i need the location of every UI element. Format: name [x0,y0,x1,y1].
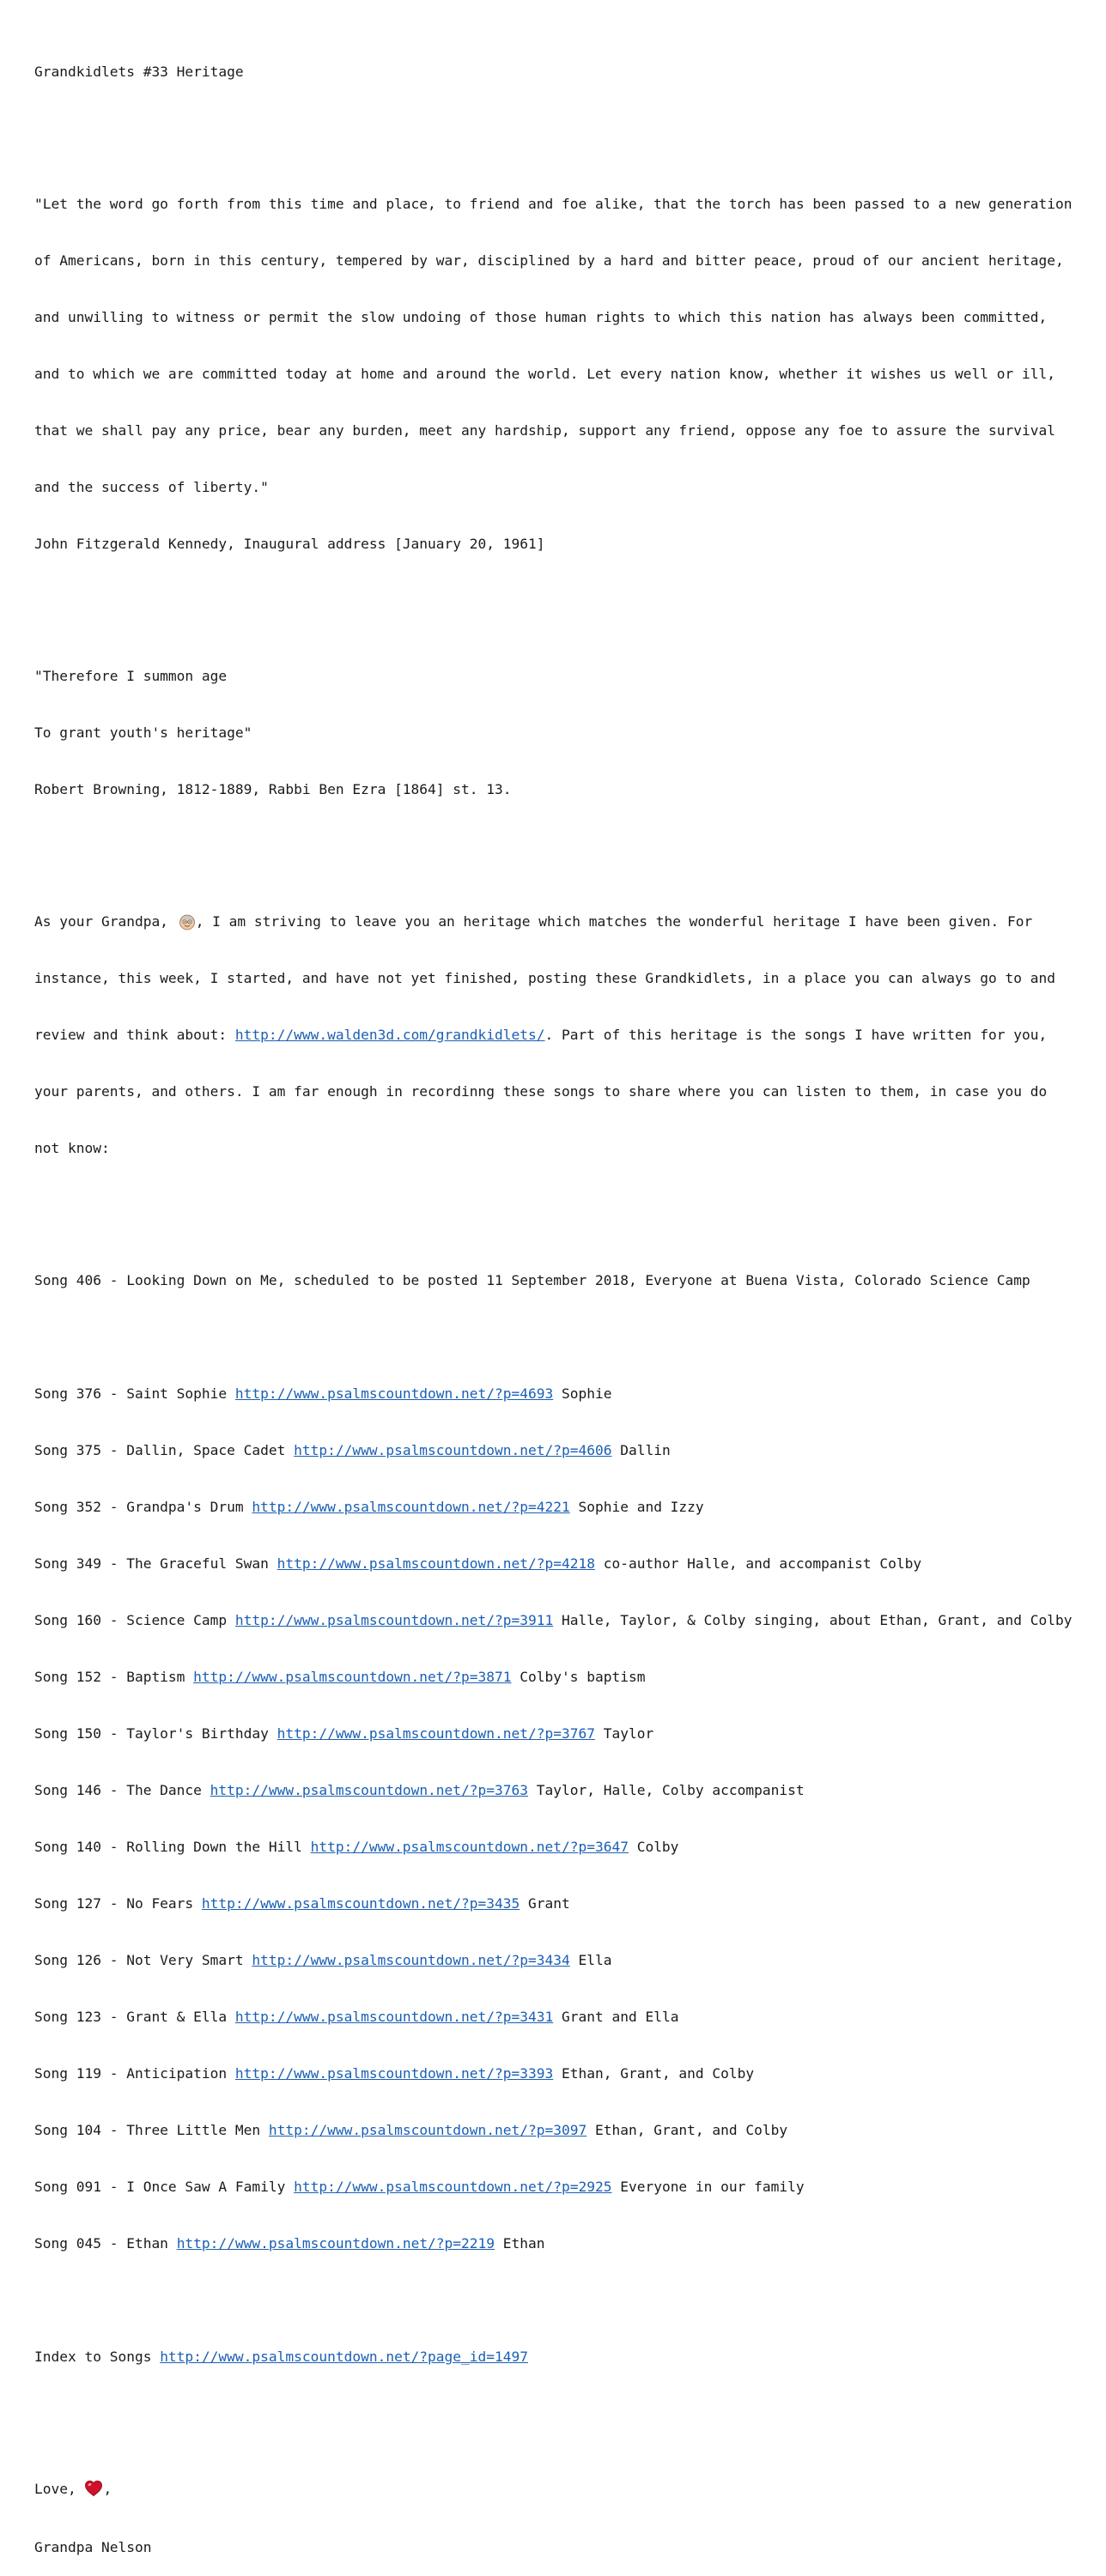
song-line [34,1838,1099,1857]
song-line [34,1385,1099,1403]
song-link[interactable]: http://www.psalmscountdown.net/?p=3767 [276,1725,595,1742]
song-title: Song 045 - Ethan [34,2235,177,2252]
red-heart-icon [84,2480,103,2497]
song-link[interactable]: http://www.psalmscountdown.net/?p=4693 [234,1385,554,1402]
spacer [34,119,1099,138]
song-performers: Dallin [611,1442,671,1458]
quote-line: and the success of liberty." [34,479,269,495]
closing-line [34,2480,1099,2500]
grandkidlets-link[interactable]: http://www.walden3d.com/grandkidlets/ [234,1027,545,1043]
song-link[interactable]: http://www.psalmscountdown.net/?p=2219 [176,2235,495,2252]
song-line [34,2008,1099,2027]
song-line [34,1781,1099,1800]
song-performers: Grant [520,1895,570,1912]
song-link[interactable]: http://www.psalmscountdown.net/?p=3911 [234,1612,554,1628]
song-title: Song 123 - Grant & Ella [34,2009,235,2025]
song-line [34,1894,1099,1913]
song-performers: Ethan [495,2235,545,2252]
spacer [34,1196,1099,1215]
quote-line: "Therefore I summon age [34,668,228,684]
index-line [34,2348,1099,2367]
song-link[interactable]: http://www.psalmscountdown.net/?p=2925 [294,2179,612,2195]
song-title: Song 376 - Saint Sophie [34,1385,235,1402]
intro-text: , I am striving to leave you an heritage which matches the wonderful heritage I have been given. For [195,913,1033,930]
song-line [34,1724,1099,1743]
quote-line: of Americans, born in this century, tempered by war, disciplined by a hard and bitter peace, proud of our ancient heritage, [34,252,1064,269]
song-performers: Colby's baptism [511,1669,646,1685]
song-title: Song 126 - Not Very Smart [34,1952,252,1968]
song-title: Song 140 - Rolling Down the Hill [34,1839,311,1855]
song-performers: Sophie and Izzy [569,1499,704,1515]
intro-line [34,1026,1099,1045]
song-title: Song 352 - Grandpa's Drum [34,1499,252,1515]
quote-line: and unwilling to witness or permit the slow undoing of those human rights to which this nation has always been committed, [34,309,1048,325]
quote-line: that we shall pay any price, bear any burden, meet any hardship, support any friend, oppose any foe to assure the survival [34,422,1055,439]
song-title: Song 349 - The Graceful Swan [34,1555,277,1572]
signature: Grandpa Nelson [34,2539,152,2555]
song-performers: Grant and Ella [553,2009,679,2025]
quote-attribution: John Fitzgerald Kennedy, Inaugural address [January 20, 1961] [34,536,545,552]
page-title: Grandkidlets #33 Heritage [34,64,244,80]
song-title: Song 160 - Science Camp [34,1612,235,1628]
song-performers: Ethan, Grant, and Colby [553,2065,755,2082]
song-link[interactable]: http://www.psalmscountdown.net/?p=4221 [252,1499,570,1515]
song-line [34,1498,1099,1517]
song-performers: Ethan, Grant, and Colby [586,2122,788,2138]
song-title: Song 152 - Baptism [34,1669,194,1685]
song-performers: Colby [628,1839,679,1855]
song-line [34,1555,1099,1573]
closing-text: , [103,2481,112,2497]
intro-text: As your Grandpa, [34,913,177,930]
intro-line: your parents, and others. I am far enough in recordinng these songs to share where you can listen to them, in case you do [34,1083,1048,1100]
spacer [34,837,1099,856]
song-performers: Sophie [553,1385,612,1402]
spacer [34,591,1099,610]
song-performers: Taylor [594,1725,654,1742]
song-line: Song 406 - Looking Down on Me, scheduled to be posted 11 September 2018, Everyone at Buena Vista, Colorado Science Camp [34,1272,1030,1288]
song-title: Song 150 - Taylor's Birthday [34,1725,277,1742]
song-link[interactable]: http://www.psalmscountdown.net/?p=3431 [234,2009,554,2025]
quote-line: To grant youth's heritage" [34,724,252,741]
song-title: Song 375 - Dallin, Space Cadet [34,1442,295,1458]
song-line [34,2121,1099,2140]
song-link[interactable]: http://www.psalmscountdown.net/?p=3763 [210,1782,529,1798]
song-link[interactable]: http://www.psalmscountdown.net/?p=4606 [294,1442,612,1458]
song-link[interactable]: http://www.psalmscountdown.net/?p=4218 [276,1555,595,1572]
intro-line [34,912,1099,931]
song-link[interactable]: http://www.psalmscountdown.net/?p=3393 [234,2065,554,2082]
song-performers: Ella [569,1952,612,1968]
song-line [34,1951,1099,1970]
intro-line: not know: [34,1140,110,1156]
song-link[interactable]: http://www.psalmscountdown.net/?p=3434 [252,1952,570,1968]
song-line [34,2234,1099,2253]
song-title: Song 091 - I Once Saw A Family [34,2179,295,2195]
spacer [34,2404,1099,2423]
index-link[interactable]: http://www.psalmscountdown.net/?page_id=1497 [160,2349,528,2365]
song-line [34,1441,1099,1460]
song-performers: Everyone in our family [611,2179,805,2195]
older-man-face-icon [179,913,196,930]
song-title: Song 127 - No Fears [34,1895,202,1912]
closing-text: Love, [34,2481,85,2497]
song-list [34,1347,1099,2291]
quote-line: and to which we are committed today at home and around the world. Let every nation know, whether it wishes us well or ill, [34,366,1055,382]
index-label: Index to Songs [34,2349,161,2365]
song-line [34,2178,1099,2197]
song-link[interactable]: http://www.psalmscountdown.net/?p=3097 [268,2122,587,2138]
song-performers: co-author Halle, and accompanist Colby [594,1555,922,1572]
email-body [34,25,1099,2576]
quote-line: "Let the word go forth from this time and place, to friend and foe alike, that the torch has been passed to a new generation [34,196,1073,212]
song-title: Song 146 - The Dance [34,1782,210,1798]
song-title: Song 119 - Anticipation [34,2065,235,2082]
song-link[interactable]: http://www.psalmscountdown.net/?p=3435 [201,1895,520,1912]
song-link[interactable]: http://www.psalmscountdown.net/?p=3871 [193,1669,512,1685]
song-line [34,1611,1099,1630]
song-line [34,2064,1099,2083]
quote-attribution: Robert Browning, 1812-1889, Rabbi Ben Ezra [1864] st. 13. [34,781,512,797]
song-title: Song 104 - Three Little Men [34,2122,269,2138]
song-performers: Halle, Taylor, & Colby singing, about Ethan, Grant, and Colby [553,1612,1073,1628]
song-line [34,1668,1099,1687]
song-link[interactable]: http://www.psalmscountdown.net/?p=3647 [310,1839,629,1855]
intro-text: review and think about: [34,1027,235,1043]
song-performers: Taylor, Halle, Colby accompanist [528,1782,805,1798]
intro-line: instance, this week, I started, and have not yet finished, posting these Grandkidlets, in a place you can always go to and [34,970,1055,986]
intro-text: . Part of this heritage is the songs I have written for you, [544,1027,1048,1043]
